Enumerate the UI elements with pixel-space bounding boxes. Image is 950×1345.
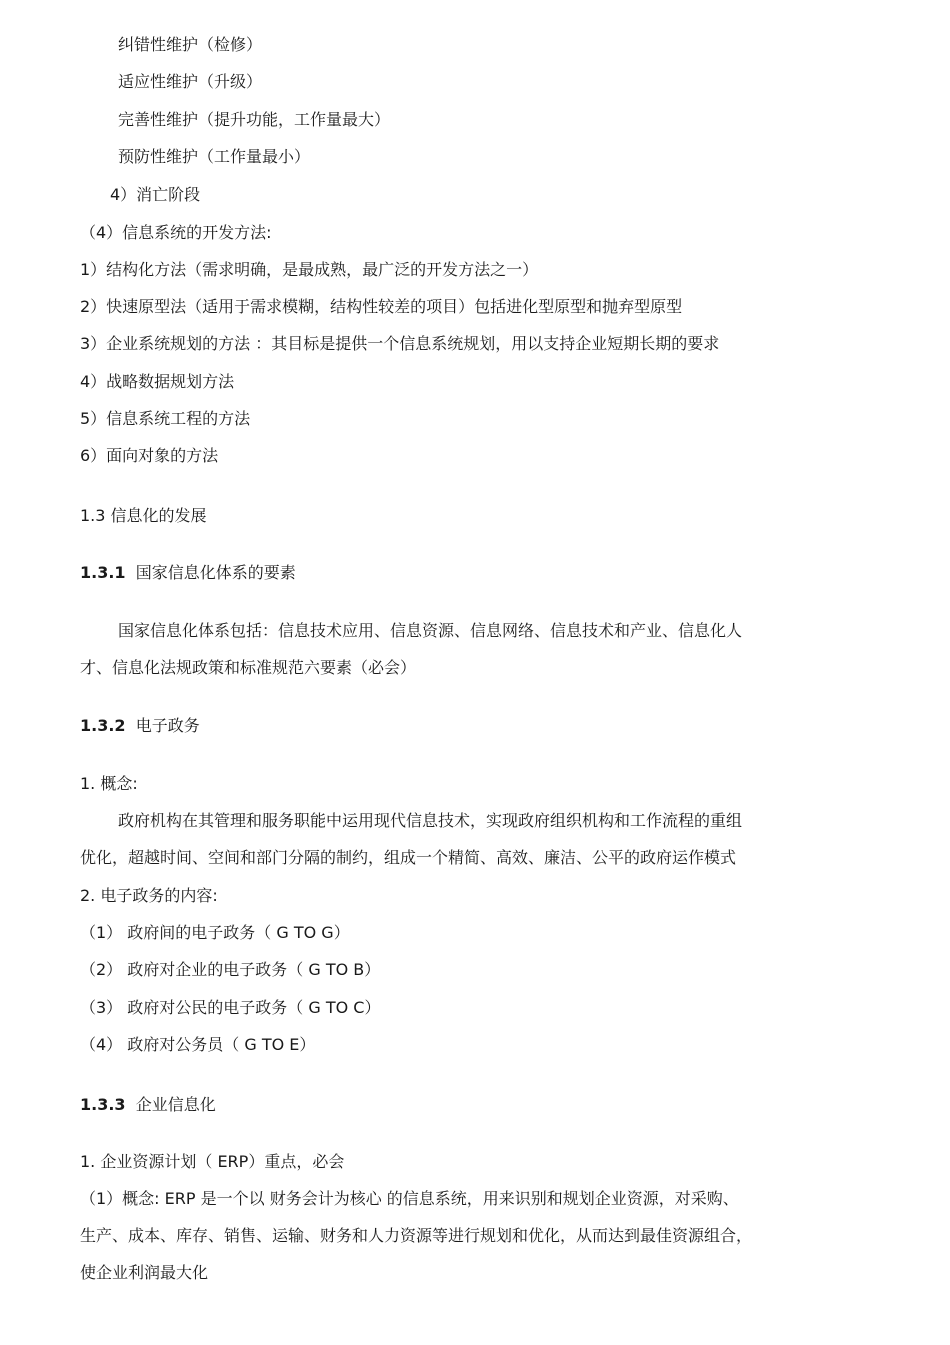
- dev-method-item: 2）快速原型法（适用于需求模糊，结构性较差的项目）包括进化型原型和抛弃型原型: [80, 297, 683, 316]
- maintenance-item: 预防性维护（工作量最小）: [118, 147, 311, 166]
- paragraph-line: 才、信息化法规政策和标准规范六要素（必会）: [80, 658, 417, 677]
- paragraph-line: 政府机构在其管理和服务职能中运用现代信息技术，实现政府组织机构和工作流程的重组: [118, 811, 743, 830]
- section-number: 1.3.2: [80, 716, 126, 735]
- section-1-3-1-heading: [80, 562, 296, 584]
- section-title: 国家信息化体系的要素: [135, 563, 296, 582]
- section-title: 电子政务: [135, 716, 200, 735]
- dev-method-item: 4）战略数据规划方法: [80, 372, 235, 391]
- dev-methods-heading: （4）信息系统的开发方法:: [80, 223, 272, 242]
- dev-method-item: 3）企业系统规划的方法 ：其目标是提供一个信息系统规划，用以支持企业短期长期的要求: [80, 334, 720, 353]
- content-heading: 2. 电子政务的内容:: [80, 886, 218, 905]
- content-item: （1） 政府间的电子政务（ G TO G）: [80, 923, 350, 942]
- section-number: 1.3.3: [80, 1095, 126, 1114]
- paragraph-line: 生产、成本、库存、销售、运输、财务和人力资源等进行规划和优化，从而达到最佳资源组合，: [80, 1226, 753, 1245]
- dev-method-item: 6）面向对象的方法: [80, 446, 219, 465]
- paragraph-line: 使企业利润最大化: [80, 1263, 209, 1282]
- erp-heading: 1. 企业资源计划（ ERP）重点，必会: [80, 1152, 345, 1171]
- content-item: （2） 政府对企业的电子政务（ G TO B）: [80, 960, 381, 979]
- section-number: 1.3.1: [80, 563, 126, 582]
- maintenance-item: 完善性维护（提升功能，工作量最大）: [118, 110, 391, 129]
- section-1-3-title: 1.3 信息化的发展: [80, 506, 207, 525]
- concept-heading: 1. 概念:: [80, 774, 138, 793]
- maintenance-item: 纠错性维护（检修）: [118, 35, 263, 54]
- section-title: 企业信息化: [135, 1095, 216, 1114]
- content-item: （3） 政府对公民的电子政务（ G TO C）: [80, 998, 381, 1017]
- dev-method-item: 1）结构化方法（需求明确，是最成熟，最广泛的开发方法之一）: [80, 260, 539, 279]
- phase-4-label: 4）消亡阶段: [110, 185, 201, 204]
- dev-method-item: 5）信息系统工程的方法: [80, 409, 251, 428]
- maintenance-item: 适应性维护（升级）: [118, 72, 263, 91]
- content-item: （4） 政府对公务员（ G TO E）: [80, 1035, 316, 1054]
- section-1-3-3-heading: [80, 1094, 216, 1116]
- paragraph-line: 国家信息化体系包括：信息技术应用、信息资源、信息网络、信息技术和产业、信息化人: [118, 621, 743, 640]
- section-1-3-2-heading: [80, 715, 200, 737]
- paragraph-line: （1）概念: ERP 是一个以 财务会计为核心 的信息系统，用来识别和规划企业资源，对采购、: [80, 1189, 739, 1208]
- paragraph-line: 优化，超越时间、空间和部门分隔的制约，组成一个精简、高效、廉洁、公平的政府运作模式: [80, 848, 737, 867]
